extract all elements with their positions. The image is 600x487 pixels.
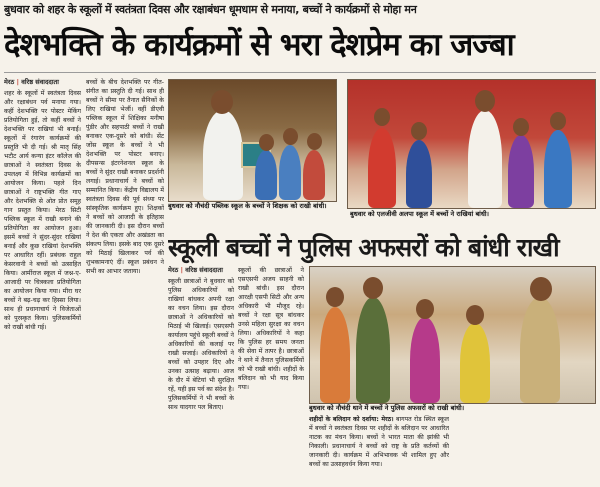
officer-head [530, 277, 552, 301]
story1-text-1: शहर के स्कूलों में स्वतंत्रता दिवस और रक्षाबंधन पर्व मनाया गया। कहीं देशभक्ति पर पोस्टर मेकिंग प्रतियोगिता हुई, तो कहीं बच्चों ने देशभक्ति पर राखियां भी बनाईं। स्कूलों में रंगारंग कार्यक्रमों की प्रस्तुति भी दी गई। श्री मातृ सिंह भटौट आर्य कन्या इंटर कॉलेज की छात्राओं ने स्वतंत्रता दिवस के उपलक्ष्य में विभिन्न कार्यक्रमों का आयोजन किया। पहले दिन छात्राओं ने राष्ट्रभक्ति गीत गाए और देशभक्ति से ओत प्रोत समूह गान प्रस्तुत किया। मेरठ सिटी पब्लिक स्कूल में राखी बनाने की प्रतियोगिता का आयोजन हुआ। इसमें बच्चों ने सुंदर-सुंदर राखियां बनाईं और कुछ राखियां देशभक्ति पर आधारित रहीं। प्रबंधक राहुल केसरवानी ने बच्चों को उत्साहित किया। आर्मीराज स्कूल में जश्न-ए-आजादी पर चित्रकला प्रतियोगिता का आयोजन किया गया। मीरा घर बच्चों ने बढ़-चढ़ कर हिस्सा लिया। साथ ही प्रधानाचार्य ने विजेताओं को पुरस्कृत किया। पुलिसकर्मियों को राखी बांधी गई। [4, 90, 81, 331]
teacher-head [475, 90, 495, 112]
story2-headline: स्कूली बच्चों ने पुलिस अफसरों को बांधी राखी [168, 233, 559, 262]
main-headline: देशभक्ति के कार्यक्रमों से भरा देशप्रेम का जज्बा [4, 27, 514, 63]
story2-column-3 [309, 415, 449, 485]
person-figure [203, 110, 243, 200]
story2-column-1 [168, 266, 234, 484]
student-figure [255, 150, 277, 200]
student-figure [508, 135, 534, 208]
student-head [374, 108, 390, 126]
byline: मेरठ | वरिष्ठ संवाददाता [168, 266, 223, 274]
student-figure [406, 140, 432, 208]
student-head [411, 122, 427, 140]
student-figure [410, 317, 440, 403]
story2-subhead: शहीदों के बलिदान को दर्शाया: मेरठ। [309, 416, 394, 423]
officer-figure [520, 297, 560, 403]
student-head [416, 299, 434, 319]
byline: मेरठ | वरिष्ठ संवाददाता [4, 78, 59, 86]
story2-text-1: स्कूली छात्राओं ने बुधवार को पुलिस अधिकारियों को राखियां बांधकर अपनी रक्षा का वचन लिया। इस दौरान छात्राओं ने अधिकारियों को मिठाई भी खिलाई। एसएसपी कार्यालय पहुंचे स्कूली बच्चों ने अधिकारियों की कलाई पर राखी सजाई। अधिकारियों ने बच्चों को उपहार दिए और उनका उत्साह बढ़ाया। आज के दौर में बेटियां भी सुरक्षित रहें, यही इस पर्व का संदेश है। पुलिसकर्मियों ने भी बच्चों के साथ यादगार पल बिताए। [168, 278, 234, 411]
photo1-caption: बुधवार को नौचंदी पब्लिक स्कूल के बच्चों ने शिक्षक को राखी बांधी। [168, 202, 327, 210]
student-figure [368, 128, 396, 208]
student-figure [279, 145, 301, 200]
photo-rakhi-teacher [168, 79, 337, 202]
kicker-headline: बुधवार को शहर के स्कूलों में स्वतंत्रता दिवस और रक्षाबंधन धूमधाम से मनाया, बच्चों ने कार्यक्रमों से मोहा मन [4, 3, 417, 16]
student-head [283, 128, 298, 145]
student-figure [460, 323, 490, 403]
photo-rakhi-students [347, 79, 596, 209]
story2-text-3: बागपत रोड स्थित स्कूल में बच्चों ने स्वतंत्रता दिवस पर शहीदों के बलिदान पर आधारित नाटक का मंचन किया। बच्चों ने भारत माता की झांकी भी निकाली। प्रधानाचार्य ने बच्चों को राष्ट्र के प्रति कर्तव्यों की जानकारी दी। कार्यक्रम में अभिभावक भी शामिल हुए और बच्चों का उत्साहवर्धन किया गया। [309, 416, 449, 468]
story2-text-2: स्कूलों की छात्राओं ने एसएसपी अजय साहनी को राखी बांधी। इस दौरान आरक्षी एसपी सिटी और अन्य अधिकारी भी मौजूद रहे। बच्चों ने रक्षा सूत्र बांधकर उनसे महिला सुरक्षा का वचन लिया। अधिकारियों ने कहा कि पुलिस हर समय जनता की सेवा में तत्पर है। छात्राओं ने थाने में तैनात पुलिसकर्मियों को भी राखी बांधी। शहीदों के बलिदान को भी याद किया गया। [238, 267, 304, 391]
photo-rakhi-police [309, 266, 596, 404]
student-figure [303, 150, 325, 200]
story1-column-1 [4, 78, 81, 485]
divider-rule [4, 72, 596, 73]
student-head [307, 133, 322, 150]
student-head [550, 112, 566, 130]
story1-column-2 [86, 78, 164, 485]
photo3-caption: बुधवार को नौचंदी थाने में बच्चों ने पुलिस अफसरों को राखी बांधी। [309, 404, 465, 412]
officer-head [363, 277, 383, 299]
student-head [259, 134, 274, 151]
story1-text-2: बच्चों के बीच देशभक्ति पर गीत-संगीत का प्रस्तुति दी गई। साथ ही बच्चों ने सीमा पर तैनात सैनिकों के लिए राखियां भेजीं। वहीं डीएवी पब्लिक स्कूल में शिक्षिका मनीषा पुंडीर और सहपाठी बच्चों ने राखी बनाकर एक-दूसरे को बांधी। सेंट जोंस स्कूल के बच्चों ने भी देशभक्ति पर पोस्टर बनाए। दीपसन्स इंटरनेशनल स्कूल के बच्चों ने सुंदर राखी बनाकर प्रदर्शनी लगाई। प्रधानाचार्य ने बच्चों को सम्मानित किया। केंद्रीय विद्यालय में स्वतंत्रता दिवस की पूर्व संध्या पर सांस्कृतिक कार्यक्रम हुए। शिक्षकों ने बच्चों को आजादी के इतिहास की जानकारी दी। इस दौरान बच्चों ने देश की एकता और अखंडता का संकल्प लिया। इसके बाद एक दूसरे को मिठाई खिलाकर पर्व की शुभकामनाएं दीं। स्कूल प्रबंधन ने सभी का आभार जताया। [86, 79, 164, 275]
byline-desk: वरिष्ठ संवाददाता [21, 78, 59, 86]
byline-city: मेरठ [168, 266, 179, 274]
student-head [466, 305, 484, 325]
student-figure [544, 130, 572, 208]
byline-desk: वरिष्ठ संवाददाता [185, 266, 223, 274]
photo2-caption: बुधवार को एलजीवी अलपा स्कूल में बच्चों ने राखियां बांधी। [350, 210, 489, 218]
student-head [513, 118, 529, 136]
story2-column-2 [238, 266, 304, 484]
byline-city: मेरठ [4, 78, 15, 86]
student-figure [320, 307, 350, 403]
student-head [326, 287, 344, 307]
person-head [211, 90, 233, 114]
officer-figure [356, 297, 390, 403]
teacher-figure [468, 110, 502, 208]
